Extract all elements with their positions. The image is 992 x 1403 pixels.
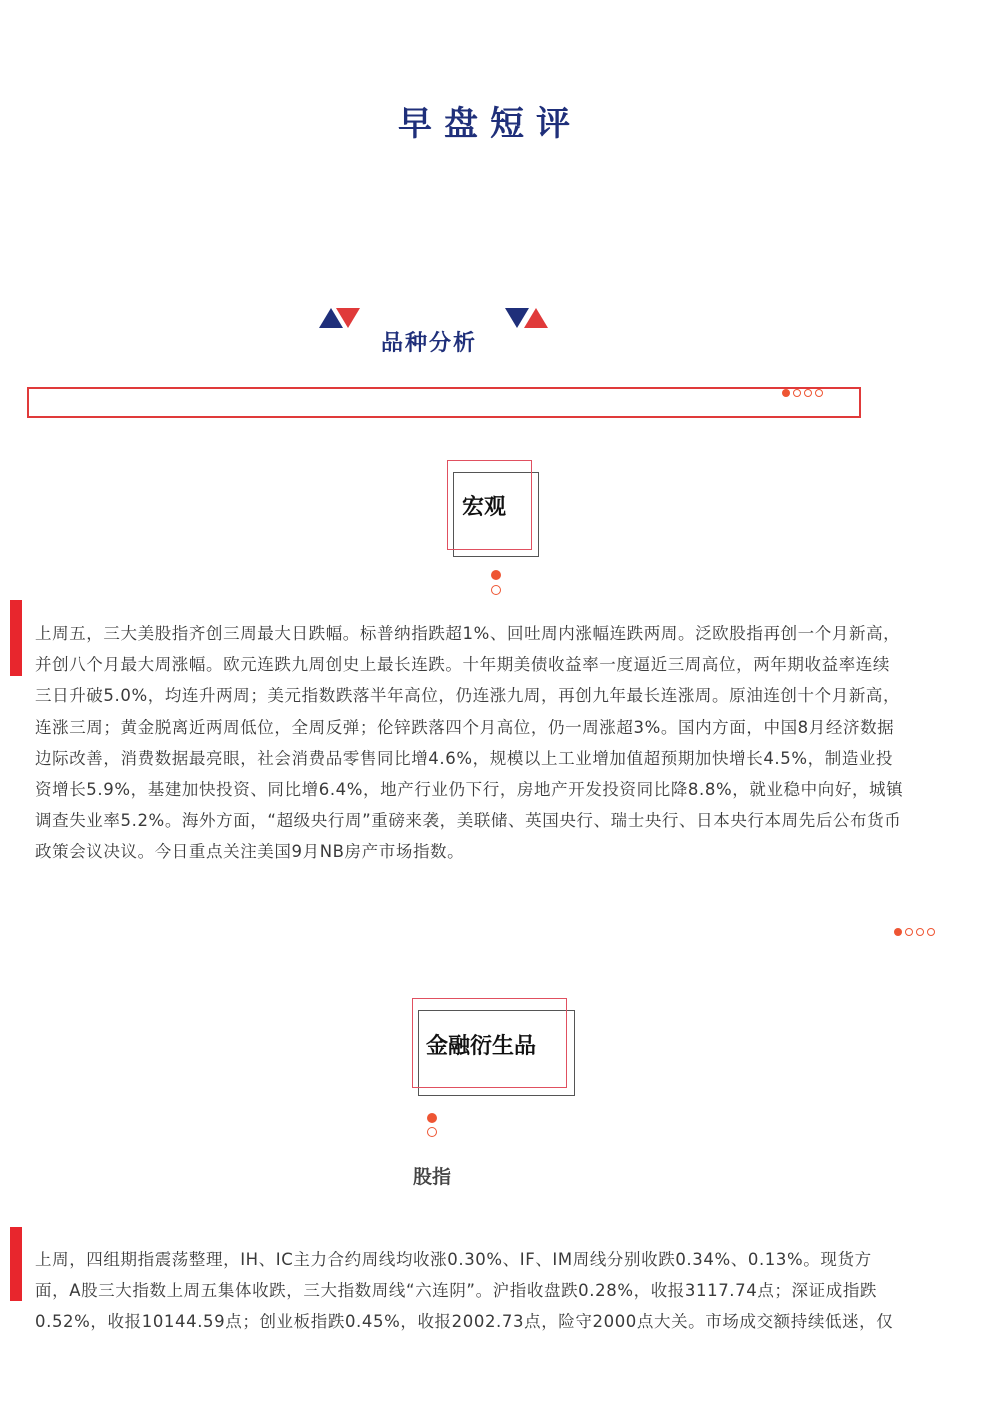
dots-ornament bbox=[782, 389, 823, 397]
macro-line: 三日升破5.0%，均连升两周；美元指数跌落半年高位，仍连涨九周，再创九年最长连涨周。原油连创十个月新高， bbox=[35, 686, 901, 706]
index-subheading: 股指 bbox=[413, 1166, 452, 1188]
finance-paragraph bbox=[35, 1244, 960, 1338]
page-title: 早盘短评 bbox=[398, 104, 582, 144]
finance-label: 金融衍生品 bbox=[426, 1034, 537, 1059]
finance-line: 面，A股三大指数上周五集体收跌，三大指数周线“六连阴”。沪指收盘跌0.28%，收报3117.74点；深证成指跌 bbox=[35, 1281, 878, 1301]
macro-line: 上周五，三大美股指齐创三周最大日跌幅。标普纳指跌超1%、回吐周内涨幅连跌两周。泛欧股指再创一个月新高， bbox=[35, 624, 901, 643]
macro-line: 资增长5.9%，基建加快投资、同比增6.4%，地产行业仍下行，房地产开发投资同比降8.8%，就业稳中向好，城镇 bbox=[35, 780, 904, 800]
macro-line: 边际改善，消费数据最亮眼，社会消费品零售同比增4.6%，规模以上工业增加值超预期加快增长4.5%，制造业投 bbox=[35, 748, 894, 768]
macro-accent-bar bbox=[10, 600, 22, 676]
finance-line: 上周，四组期指震荡整理，IH、IC主力合约周线均收涨0.30%、IF、IM周线分别收跌0.34%、0.13%。现货方 bbox=[35, 1250, 872, 1269]
section-title: 品种分析 bbox=[381, 331, 478, 356]
macro-line: 连涨三周；黄金脱离近两周低位，全周反弹；伦锌跌落四个月高位，仍一周涨超3%。国内方面，中国8月经济数据 bbox=[35, 717, 895, 737]
macro-line: 并创八个月最大周涨幅。欧元连跌九周创史上最长连跌。十年期美债收益率一度逼近三周高位，两年期收益率连续 bbox=[35, 655, 890, 675]
macro-paragraph bbox=[35, 618, 960, 868]
section-banner-box bbox=[27, 387, 861, 418]
macro-line: 调查失业率5.2%。海外方面，“超级央行周”重磅来袭，美联储、英国央行、瑞士央行、日本央行本周先后公布货币 bbox=[35, 811, 902, 831]
dots-ornament-2 bbox=[894, 928, 935, 936]
macro-label: 宏观 bbox=[462, 495, 507, 520]
finance-line: 0.52%，收报10144.59点；创业板指跌0.45%，收报2002.73点，险守2000点大关。市场成交额持续低迷，仅 bbox=[35, 1312, 894, 1332]
macro-line: 政策会议决议。今日重点关注美国9月NB房产市场指数。 bbox=[35, 842, 465, 862]
finance-accent-bar bbox=[10, 1227, 22, 1301]
